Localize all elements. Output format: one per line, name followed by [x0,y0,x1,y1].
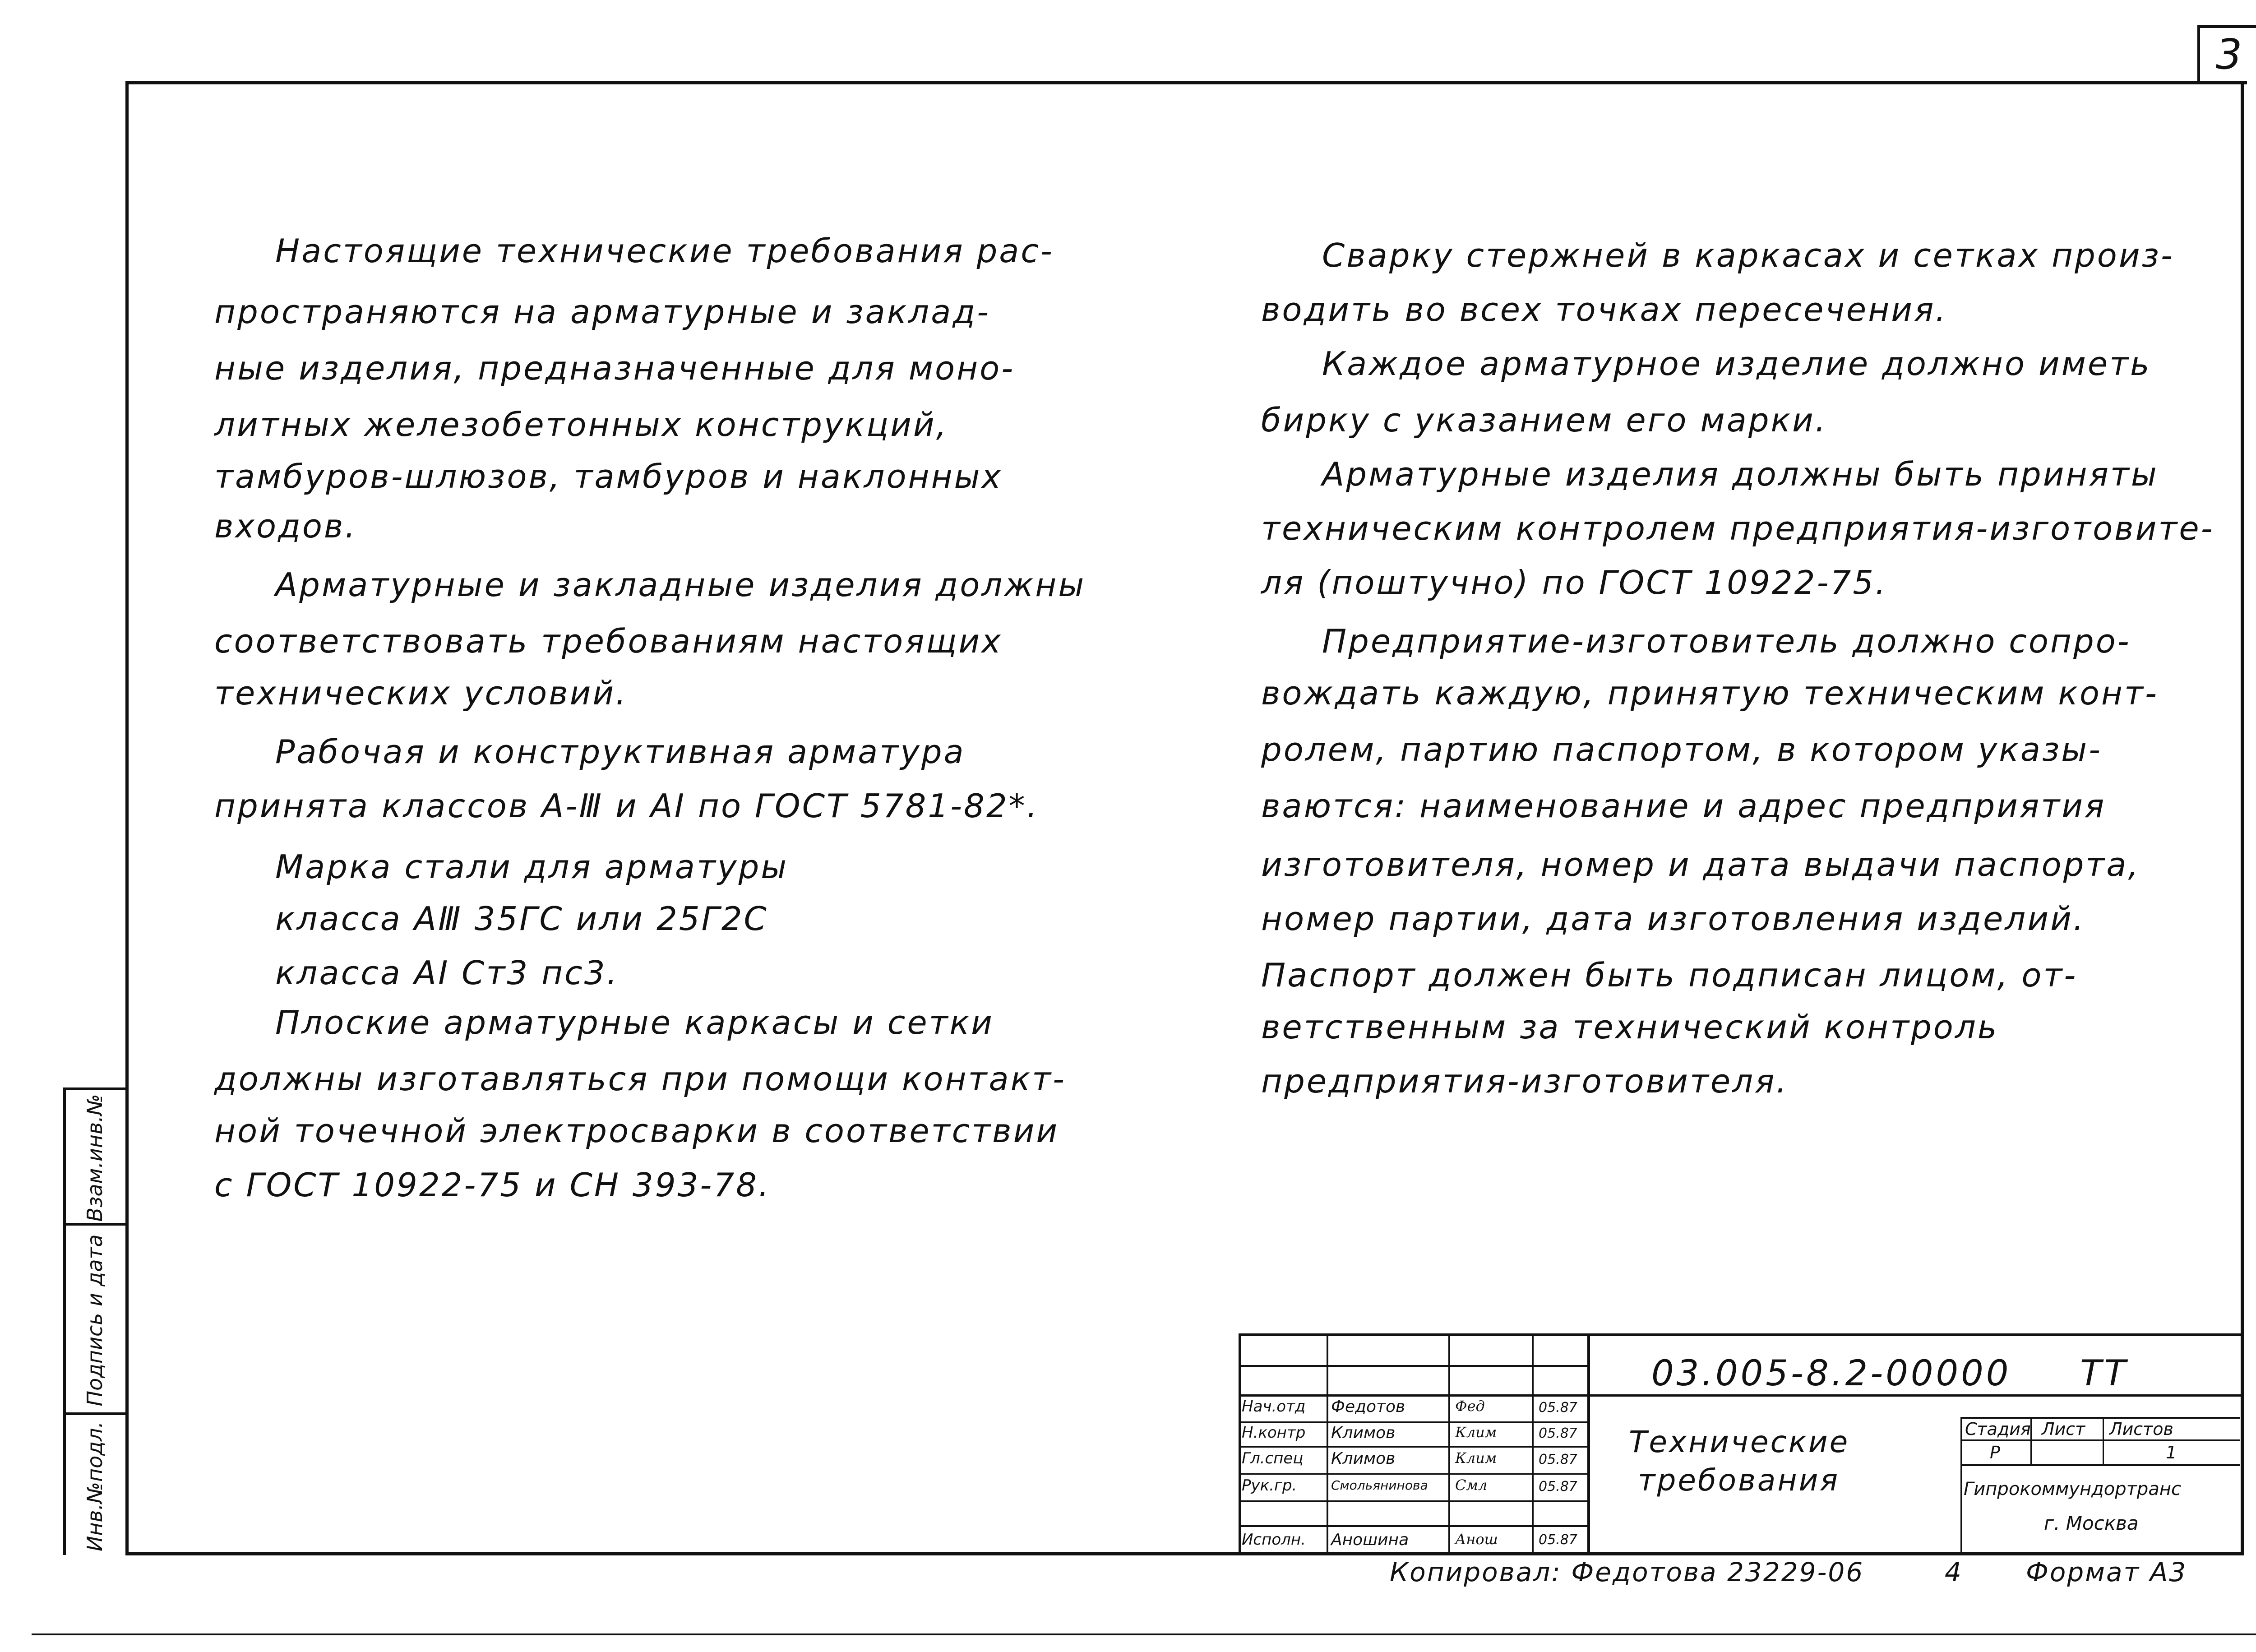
sig-role: Рук.гр. [1242,1476,1297,1495]
left-line: принята классов А-Ⅲ и АⅠ по ГОСТ 5781-82*. [214,787,1039,825]
tb-line [1239,1473,1588,1475]
left-line: Плоские арматурные каркасы и сетки [275,1004,994,1041]
sig-date: 05.87 [1539,1479,1577,1495]
left-line: ные изделия, предназначенные для моно- [214,349,1015,387]
sig-signature: Смл [1455,1476,1488,1494]
left-line: класса АⅠ Ст3 пс3. [275,954,619,992]
paper-format: Формат А3 [2026,1557,2187,1587]
left-line: ной точечной электросварки в соответствии [214,1112,1059,1150]
side-stamp-inv-podl [63,1412,126,1558]
right-line: Каждое арматурное изделие должно иметь [1322,345,2151,383]
left-line: должны изготавляться при помощи контакт- [214,1060,1066,1098]
sig-date: 05.87 [1539,1425,1577,1441]
right-line: техническим контролем предприятия-изготовите- [1261,509,2214,547]
right-line: ролем, партию паспортом, в котором указы- [1261,731,2103,768]
tb-stage-box-left [1960,1417,1962,1552]
top-outer-line [126,81,2247,84]
tb-line [1239,1365,1588,1367]
sheets-header: Листов [2109,1419,2173,1439]
sig-role: Гл.спец [1242,1449,1304,1467]
side-stamp-inv-podl-label: Инв.№подл. [83,1421,107,1552]
right-line: номер партии, дата изготовления изделий. [1261,900,2085,938]
sig-signature: Клим [1455,1449,1497,1467]
right-line: Сварку стержней в каркасах и сетках произ- [1322,236,2174,274]
sig-name: Федотов [1331,1397,1405,1416]
left-line: Рабочая и конструктивная арматура [275,733,966,771]
tb-line [1239,1525,1588,1527]
left-line: соответствовать требованиям настоящих [214,622,1003,660]
right-line: ля (поштучно) по ГОСТ 10922-75. [1261,564,1887,602]
left-line: тамбуров-шлюзов, тамбуров и наклонных [214,458,1003,495]
side-stamp-vzam-inv-label: Взам.инв.№ [83,1094,107,1222]
right-line: Арматурные изделия должны быть приняты [1322,455,2159,493]
tb-col-line [1587,1333,1590,1554]
right-outer-line [2241,81,2244,1552]
left-line: литных железобетонных конструкций, [214,406,948,444]
organization-city: г. Москва [2044,1512,2139,1534]
tb-stage-line [1960,1439,2240,1441]
tb-stage-col [2103,1417,2104,1464]
stage-value: Р [1990,1443,2000,1462]
sheets-value: 1 [2166,1443,2177,1462]
sheet-number-box-left [2197,25,2200,84]
side-stamp-podpis-data-label: Подпись и дата [83,1234,107,1407]
right-line: Паспорт должен быть подписан лицом, от- [1261,956,2078,994]
right-line: ветственным за технический контроль [1261,1008,1999,1046]
sig-signature: Фед [1455,1397,1485,1415]
tb-line [1239,1394,2242,1397]
tb-line [1239,1446,1588,1448]
left-line: Марка стали для арматуры [275,848,789,886]
tb-stage-line [1960,1464,2240,1466]
left-line: пространяются на арматурные и заклад- [214,293,991,331]
tb-col-line [1327,1333,1328,1554]
right-line: вождать каждую, принятую техническим конт- [1261,674,2159,712]
right-line: изготовителя, номер и дата выдачи паспорта, [1261,846,2140,884]
organization-name: Гипрокоммундортранс [1964,1479,2181,1499]
left-line: с ГОСТ 10922-75 и СН 393-78. [214,1166,771,1204]
sig-date: 05.87 [1539,1452,1577,1467]
tb-stage-line [1960,1417,2240,1419]
sig-signature: Анош [1455,1531,1498,1548]
right-line: водить во всех точках пересечения. [1261,291,1948,329]
sheet-header: Лист [2042,1419,2085,1439]
sig-name: Климов [1331,1449,1396,1468]
page-bottom-line [32,1633,2256,1635]
footer-number: 4 [1945,1557,1963,1587]
bottom-frame-line [125,1552,2244,1555]
sig-signature: Клим [1455,1424,1497,1441]
tb-col-line [1448,1333,1450,1554]
sig-role: Н.контр [1242,1424,1306,1442]
document-type: ТТ [2080,1353,2129,1394]
sig-name: Аношина [1331,1531,1409,1549]
tb-col-line [1532,1333,1534,1554]
stage-header: Стадия [1965,1419,2031,1439]
sheet-number: 3 [2215,30,2242,79]
copied-by: Копировал: Федотова 23229-06 [1390,1557,1864,1587]
tb-line [1239,1500,1588,1502]
left-line: класса АⅢ 35ГС или 25Г2С [275,900,768,938]
side-stamp-vzam-inv [63,1087,126,1226]
right-line: ваются: наименование и адрес предприятия [1261,787,2106,825]
document-code: 03.005-8.2-00000 [1651,1353,2011,1394]
right-line: Предприятие-изготовитель должно сопро- [1322,622,2131,660]
left-line: технических условий. [214,674,628,712]
left-line: Настоящие технические требования рас- [275,232,1054,270]
document-title-line1: Технические [1629,1425,1850,1459]
sig-name: Смольянинова [1331,1478,1428,1493]
document-title-line2: требования [1638,1463,1840,1498]
sig-role: Нач.отд [1242,1397,1306,1416]
sig-date: 05.87 [1539,1400,1577,1416]
sig-role: Исполн. [1242,1531,1306,1549]
tb-line [1239,1421,1588,1423]
left-line: входов. [214,507,357,545]
right-line: бирку с указанием его марки. [1261,401,1827,439]
left-line: Арматурные и закладные изделия должны [275,566,1086,604]
sig-date: 05.87 [1539,1532,1577,1548]
tb-top-line [1239,1333,2242,1336]
sig-name: Климов [1331,1424,1396,1442]
side-stamp-podpis-data [63,1223,126,1415]
right-line: предприятия-изготовителя. [1261,1062,1789,1100]
